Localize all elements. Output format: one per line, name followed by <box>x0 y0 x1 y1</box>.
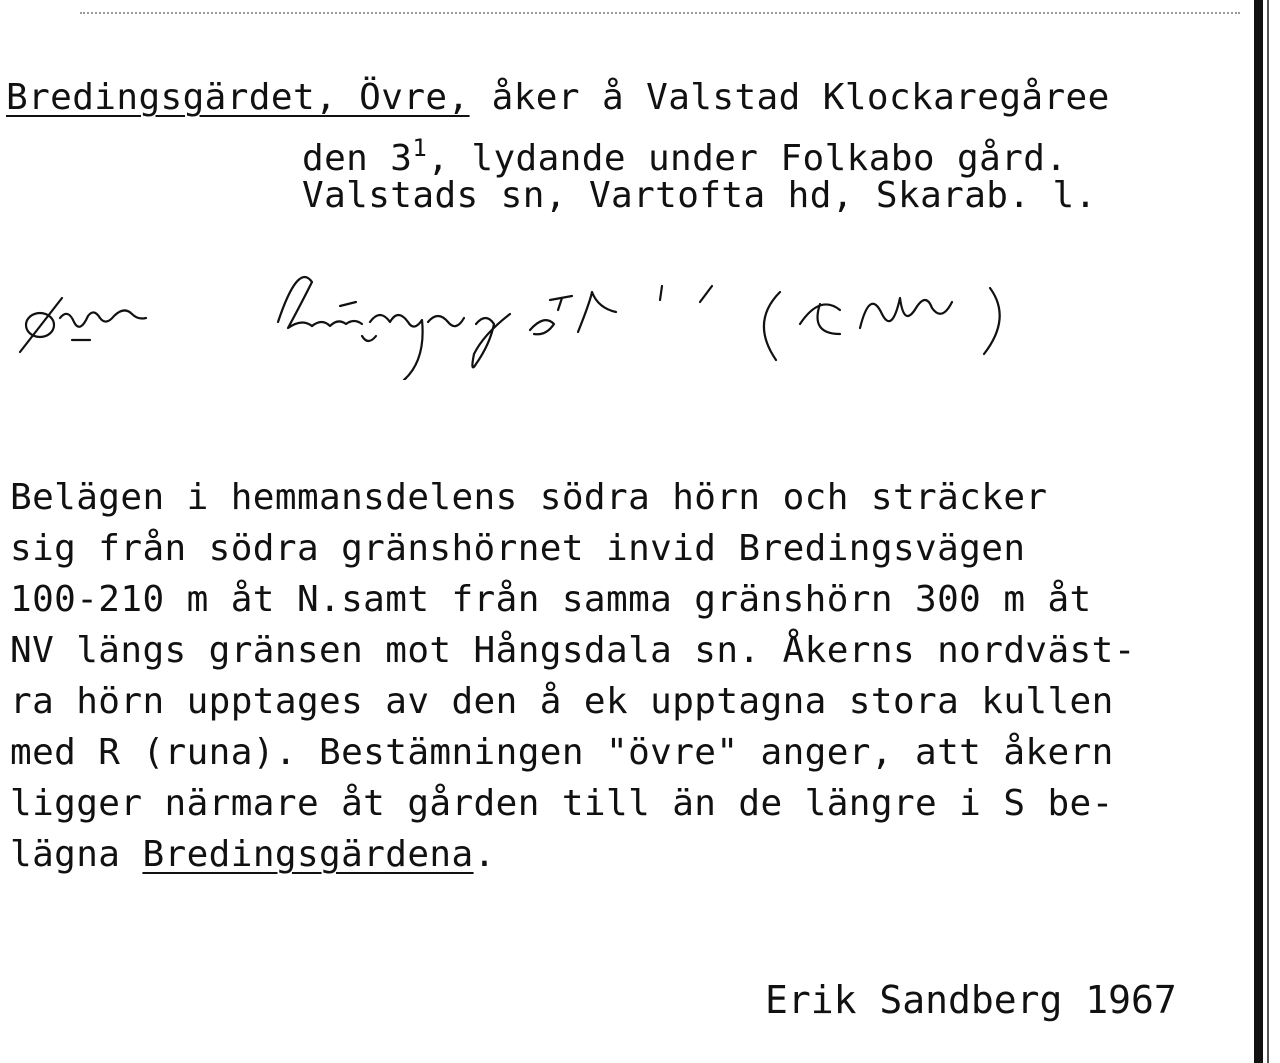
body-line-6: med R (runa). Bestämningen "övre" anger, att åkern <box>10 732 1114 773</box>
card-right-edge-shadow <box>1267 0 1269 1063</box>
body-line-8-underlined: Bredingsgärdena <box>142 834 474 875</box>
signature: Erik Sandberg 1967 <box>765 978 1177 1022</box>
body-line-1: Belägen i hemmansdelens södra hörn och sträcker <box>10 477 1048 518</box>
card-top-edge <box>80 12 1240 14</box>
header-line-2-superscript: 1 <box>412 134 428 162</box>
body-line-5: ra hörn upptages av den å ek upptagna stora kullen <box>10 681 1114 722</box>
body-line-2: sig från södra gränshörnet invid Bredingsvägen <box>10 528 1026 569</box>
body-line-8-post: . <box>473 834 496 875</box>
body-line-4: NV längs gränsen mot Hångsdala sn. Åkerns nordväst- <box>10 630 1136 671</box>
handwritten-note <box>10 240 1020 380</box>
header-line-2 <box>302 128 1067 179</box>
body-line-8-pre: lägna <box>10 834 143 875</box>
head-term: Bredingsgärdet, Övre, <box>6 77 470 118</box>
header-line-1-rest: åker å Valstad Klockaregåree <box>469 77 1110 118</box>
body-line-8 <box>10 835 496 875</box>
header-line-2-pre: den 3 <box>302 138 413 179</box>
card-right-edge <box>1254 0 1263 1063</box>
header-line-2-post: , lydande under Folkabo gård. <box>427 138 1068 179</box>
body-line-7: ligger närmare åt gården till än de längre i S be- <box>10 783 1114 824</box>
body-line-3: 100-210 m åt N.samt från samma gränshörn 300 m åt <box>10 579 1092 620</box>
header-line-3: Valstads sn, Vartofta hd, Skarab. l. <box>302 175 1097 216</box>
header-line-1 <box>6 78 1110 118</box>
